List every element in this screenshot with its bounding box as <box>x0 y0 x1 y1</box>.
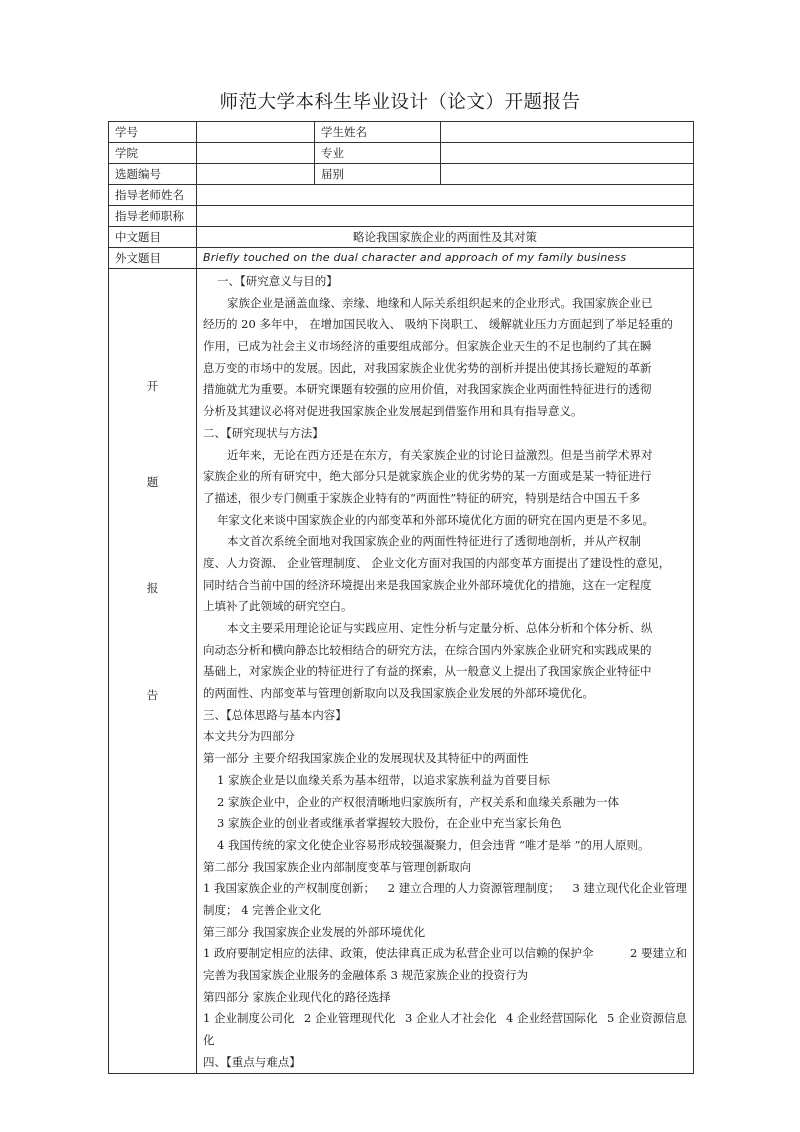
list-item: 3 家族企业的创业者或继承者掌握较大股份，在企业中充当家长角色 <box>217 816 562 831</box>
body-line: 向动态分析和横向静态比较相结合的研究方法，在综合国内外家族企业研究和实践成果的 <box>203 642 652 657</box>
major-label: 专业 <box>315 143 441 164</box>
list-item: 4 我国传统的家文化使企业容易形成较强凝聚力，但会违背 “唯才是举 ”的用人原则。 <box>217 837 650 852</box>
body-line <box>203 943 687 965</box>
part-title: 第二部分 我国家族企业内部制度变革与管理创新取向 <box>203 859 472 874</box>
part-title: 第一部分 主要介绍我国家族企业的发展现状及其特征中的两面性 <box>203 751 529 766</box>
topic-no-field[interactable] <box>197 164 315 185</box>
session-field[interactable] <box>441 164 694 185</box>
body-line: 本文主要采用理论论证与实践应用、定性分析与定量分析、总体分析和个体分析、纵 <box>227 621 653 635</box>
body-line: 同时结合当前中国的经济环境提出来是我国家族企业外部环境优化的措施，这在一定程度 <box>203 577 652 592</box>
body-line: 家族企业的所有研究中，绝大部分只是就家族企业的优劣势的某一方面或是某一特征进行 <box>203 469 652 484</box>
row-en-title <box>109 248 694 269</box>
list-item: 2 建立合理的人力资源管理制度； <box>387 881 560 896</box>
body-line: 措施就尤为重要。本研究课题有较强的应用价值，对我国家族企业两面性特征进行的透彻 <box>203 382 652 397</box>
side-char-3: 报 <box>146 581 159 595</box>
body-line: 的两面性、内部变革与管理创新取向以及我国家族企业发展的外部环境优化。 <box>203 686 594 701</box>
row-report-body <box>109 269 694 1074</box>
page-title: 师范大学本科生毕业设计（论文）开题报告 <box>219 92 581 113</box>
row-cn-title <box>109 227 694 248</box>
cn-title-field[interactable]: 略论我国家族企业的两面性及其对策 <box>197 227 694 248</box>
report-form-table <box>108 121 694 1074</box>
row-student <box>109 122 694 143</box>
list-item: 4 企业经营国际化 <box>506 1011 598 1026</box>
cn-title-label: 中文题目 <box>109 227 197 248</box>
advisor-name-label: 指导老师姓名 <box>109 185 197 206</box>
side-char-4: 告 <box>146 688 159 702</box>
list-item: 1 家族企业是以血缘关系为基本纽带，以追求家族利益为首要目标 <box>217 772 550 787</box>
report-side-label <box>109 269 197 1074</box>
body-line: 作用，已成为社会主义市场经济的重要组成部分。但家族企业天生的不足也制约了其在瞬 <box>203 339 652 354</box>
list-item: 3 企业人才社会化 <box>405 1011 497 1026</box>
body-line: 分析及其建议必将对促进我国家族企业发展起到借鉴作用和具有指导意义。 <box>203 404 583 419</box>
report-body[interactable] <box>197 269 694 1074</box>
body-line: 本文首次系统全面地对我国家族企业的两面性特征进行了透彻地剖析，并从产权制 <box>227 534 641 549</box>
student-name-field[interactable] <box>441 122 694 143</box>
part-title: 第三部分 我国家族企业发展的外部环境优化 <box>203 924 426 939</box>
body-line: 化 <box>203 1033 215 1048</box>
student-id-label: 学号 <box>109 122 197 143</box>
body-line: 近年来，无论在西方还是在东方，有关家族企业的讨论日益激烈。但是当前学术界对 <box>227 447 653 462</box>
body-line: 完善为我国家族企业服务的金融体系 3 规范家族企业的投资行为 <box>203 968 529 982</box>
student-id-field[interactable] <box>197 122 315 143</box>
body-line: 度、人力资源、 企业管理制度、 企业文化方面对我国的内部变革方面提出了建设性的意见， <box>203 555 671 570</box>
row-advisor-title <box>109 206 694 227</box>
body-line: 年家文化来谈中国家族企业的内部变革和外部环境优化方面的研究在国内更是不多见。 <box>217 512 654 527</box>
en-title-field[interactable]: Briefly touched on the dual character and approach of my family business <box>197 248 694 269</box>
session-label: 届别 <box>315 164 441 185</box>
row-advisor-name <box>109 185 694 206</box>
topic-no-label: 选题编号 <box>109 164 197 185</box>
list-item: 5 企业资源信息 <box>607 1011 687 1026</box>
list-item: 1 企业制度公司化 <box>203 1011 295 1026</box>
list-item: 2 家族企业中，企业的产权很清晰地归家族所有，产权关系和血缘关系融为一体 <box>217 794 619 809</box>
body-line: 制度； 4 完善企业文化 <box>203 902 322 917</box>
advisor-title-field[interactable] <box>197 206 694 227</box>
list-item: 3 建立现代化企业管理 <box>572 881 687 896</box>
row-topic <box>109 164 694 185</box>
body-line: 息万变的市场中的发展。因此，对我国家族企业优劣势的剖析并提出使其扬长避短的革新 <box>203 360 652 375</box>
list-item: 1 我国家族企业的产权制度创新； <box>203 881 375 896</box>
en-title-label: 外文题目 <box>109 248 197 269</box>
body-line: 本文共分为四部分 <box>203 729 295 744</box>
body-line <box>203 878 687 900</box>
student-name-label: 学生姓名 <box>315 122 441 143</box>
section-heading: 一、【研究意义与目的】 <box>217 274 338 288</box>
section-heading: 三、【总体思路与基本内容】 <box>203 707 347 722</box>
body-line <box>203 1008 687 1030</box>
advisor-title-label: 指导老师职称 <box>109 206 197 227</box>
row-college <box>109 143 694 164</box>
body-line: 家族企业是涵盖血缘、亲缘、地缘和人际关系组织起来的企业形式。我国家族企业已 <box>227 295 653 310</box>
side-char-2: 题 <box>146 475 159 489</box>
list-item: 1 政府要制定相应的法律、政策，使法律真正成为私营企业可以信赖的保护伞 <box>203 946 594 961</box>
part-title: 第四部分 家族企业现代化的路径选择 <box>203 989 391 1004</box>
side-char-1: 开 <box>146 379 159 393</box>
college-label: 学院 <box>109 143 197 164</box>
list-item: 2 企业管理现代化 <box>304 1011 396 1026</box>
body-line: 上填补了此领域的研究空白。 <box>203 599 353 614</box>
body-line: 经历的 20 多年中， 在增加国民收入、 吸纳下岗职工、 缓解就业压力方面起到了举足轻重的 <box>203 317 673 332</box>
section-heading: 四、【重点与难点】 <box>203 1054 301 1069</box>
body-line: 了描述，很少专门侧重于家族企业特有的“两面性”特征的研究，特别是结合中国五千多 <box>203 490 641 505</box>
list-item: 2 要建立和 <box>630 946 687 961</box>
college-field[interactable] <box>197 143 315 164</box>
advisor-name-field[interactable] <box>197 185 694 206</box>
major-field[interactable] <box>441 143 694 164</box>
section-heading: 二、【研究现状与方法】 <box>203 425 324 440</box>
body-line: 基础上，对家族企业的特征进行了有益的探索，从一般意义上提出了我国家族企业特征中 <box>203 664 652 679</box>
